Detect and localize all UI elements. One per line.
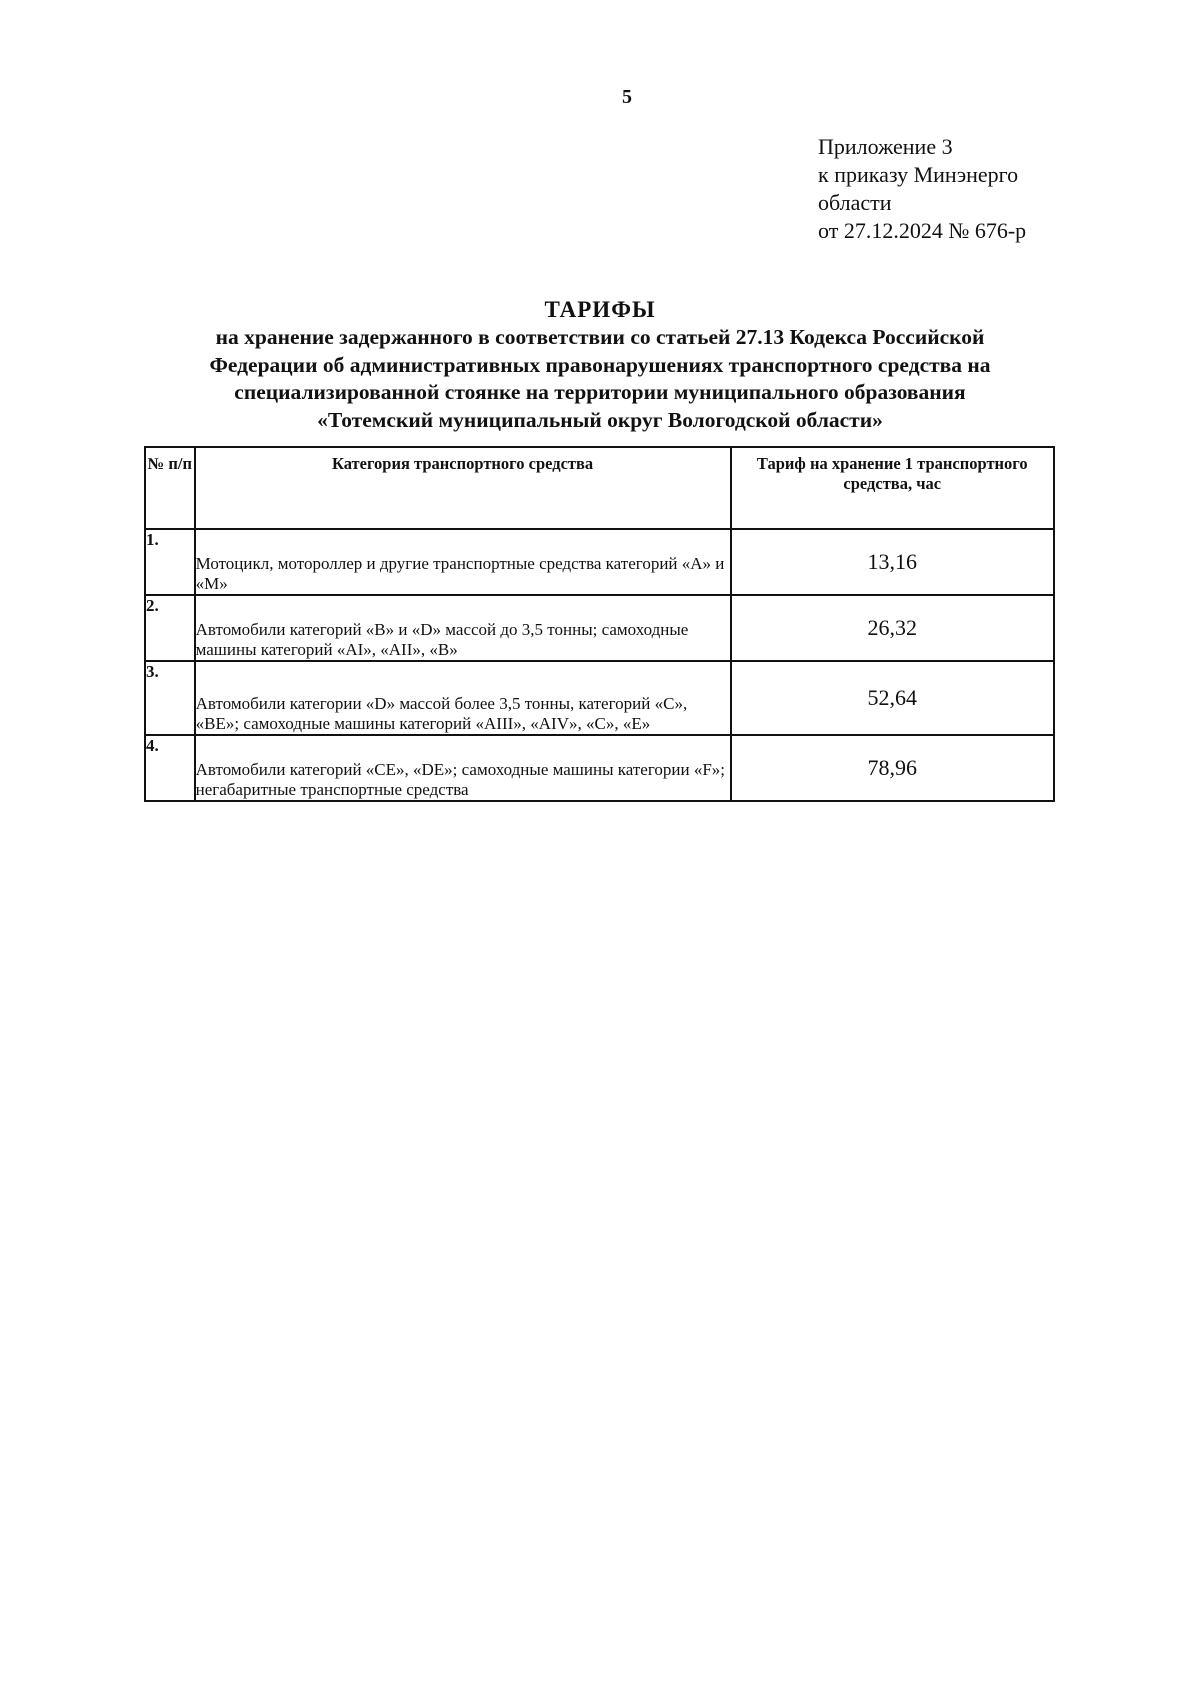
table-row bbox=[145, 661, 1054, 735]
appendix-reference bbox=[818, 133, 1138, 245]
page-number: 5 bbox=[622, 86, 632, 108]
row-tariff: 13,16 bbox=[731, 529, 1054, 595]
appendix-line: области bbox=[818, 190, 892, 215]
appendix-line: к приказу Минэнерго bbox=[818, 162, 1019, 187]
table-header-row bbox=[145, 447, 1054, 529]
row-tariff: 52,64 bbox=[731, 661, 1054, 735]
table-row bbox=[145, 595, 1054, 661]
subtitle-line: Федерации об административных правонарушениях транспортного средства на bbox=[209, 352, 991, 377]
document-title: ТАРИФЫ bbox=[544, 297, 656, 322]
table-row bbox=[145, 529, 1054, 595]
subtitle-line: «Тотемский муниципальный округ Вологодской области» bbox=[317, 407, 883, 432]
row-number: 4. bbox=[145, 735, 195, 801]
row-category: Автомобили категорий «В» и «D» массой до 3,5 тонны; самоходные машины категорий «АI», «АII», «В» bbox=[195, 595, 731, 661]
appendix-line: Приложение 3 bbox=[818, 134, 953, 159]
header-tariff: Тариф на хранение 1 транспортного средства, час bbox=[731, 447, 1054, 529]
row-number: 2. bbox=[145, 595, 195, 661]
document-subtitle bbox=[140, 324, 1060, 434]
row-category: Мотоцикл, мотороллер и другие транспортные средства категорий «А» и «М» bbox=[195, 529, 731, 595]
subtitle-line: специализированной стоянке на территории муниципального образования bbox=[234, 380, 966, 404]
document-heading bbox=[140, 296, 1060, 434]
subtitle-line: на хранение задержанного в соответствии со статьей 27.13 Кодекса Российской bbox=[215, 325, 985, 349]
header-number: № п/п bbox=[145, 447, 195, 529]
appendix-line: от 27.12.2024 № 676-р bbox=[818, 218, 1027, 243]
row-category: Автомобили категорий «СЕ», «DЕ»; самоходные машины категории «F»; негабаритные транспортные средства bbox=[195, 735, 731, 801]
row-number: 3. bbox=[145, 661, 195, 735]
row-number: 1. bbox=[145, 529, 195, 595]
row-tariff: 26,32 bbox=[731, 595, 1054, 661]
header-category: Категория транспортного средства bbox=[195, 447, 731, 529]
table-row bbox=[145, 735, 1054, 801]
row-tariff: 78,96 bbox=[731, 735, 1054, 801]
row-category: Автомобили категории «D» массой более 3,5 тонны, категорий «С», «ВЕ»; самоходные машины категорий «АIII», «АIV», «С», «Е» bbox=[195, 661, 731, 735]
tariff-table bbox=[144, 446, 1055, 802]
